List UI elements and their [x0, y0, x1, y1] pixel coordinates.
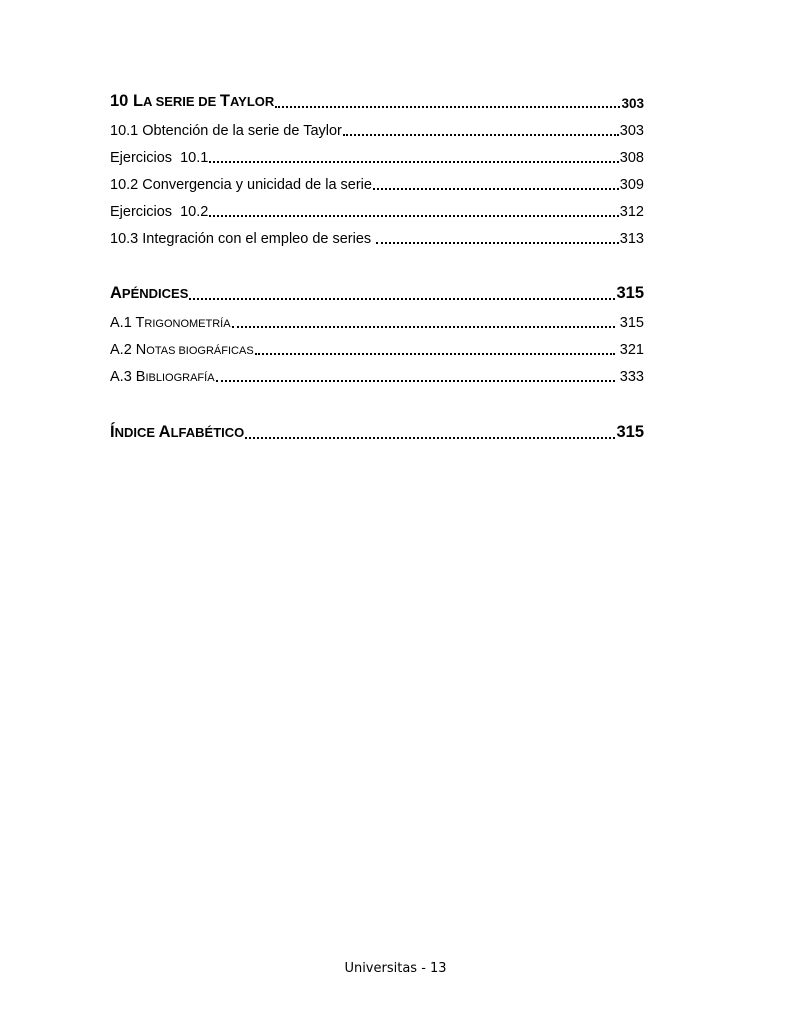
page-number: 303: [619, 123, 644, 139]
dot-leader: [275, 106, 620, 108]
appendices-heading[interactable]: [110, 284, 644, 303]
page-number: 312: [619, 204, 644, 220]
chapter-10-heading[interactable]: [110, 92, 644, 111]
page-number: 333: [615, 369, 644, 385]
toc-entry-exercises-10-1[interactable]: [110, 150, 644, 166]
dot-leader: [209, 161, 618, 163]
toc-entry-10-1[interactable]: [110, 123, 644, 139]
entry-label: Ejercicios 10.2: [110, 204, 209, 220]
dot-leader: [216, 380, 615, 382]
page-number: 313: [619, 231, 644, 247]
page-number: 315: [615, 315, 644, 331]
entry-label: A.1 TRIGONOMETRÍA: [110, 315, 231, 331]
page-number: 321: [615, 342, 644, 358]
dot-leader: [255, 353, 615, 355]
dot-leader: [373, 188, 619, 190]
entry-label: Ejercicios 10.1: [110, 150, 209, 166]
appendices-title: APÉNDICES: [110, 284, 189, 302]
dot-leader: [245, 437, 615, 439]
page-footer: Universitas - 13: [344, 961, 447, 976]
page-number: 315: [616, 284, 644, 302]
toc-entry-a3[interactable]: [110, 369, 644, 385]
toc-entry-a1[interactable]: [110, 315, 644, 331]
entry-label: 10.3 Integración con el empleo de series: [110, 231, 376, 247]
page-number: 315: [616, 423, 644, 441]
index-heading[interactable]: [110, 423, 644, 442]
dot-leader: [376, 242, 619, 244]
toc-entry-exercises-10-2[interactable]: [110, 204, 644, 220]
entry-label: 10.2 Convergencia y unicidad de la serie: [110, 177, 372, 193]
toc-entry-a2[interactable]: [110, 342, 644, 358]
page-number: 303: [621, 96, 644, 111]
dot-leader: [209, 215, 618, 217]
entry-label: A.2 NOTAS BIOGRÁFICAS: [110, 342, 254, 358]
entry-label: A.3 BIBLIOGRAFÍA: [110, 369, 215, 385]
toc-entry-10-3[interactable]: [110, 231, 644, 247]
toc-entry-10-2[interactable]: [110, 177, 644, 193]
dot-leader: [343, 134, 619, 136]
dot-leader: [232, 326, 615, 328]
page-number: 309: [619, 177, 644, 193]
index-title: ÍNDICE ALFABÉTICO: [110, 423, 245, 441]
page-number: 308: [619, 150, 644, 166]
entry-label: 10.1 Obtención de la serie de Taylor: [110, 123, 342, 139]
chapter-title: 10 LA SERIE DE TAYLOR: [110, 92, 275, 110]
dot-leader: [189, 298, 615, 300]
